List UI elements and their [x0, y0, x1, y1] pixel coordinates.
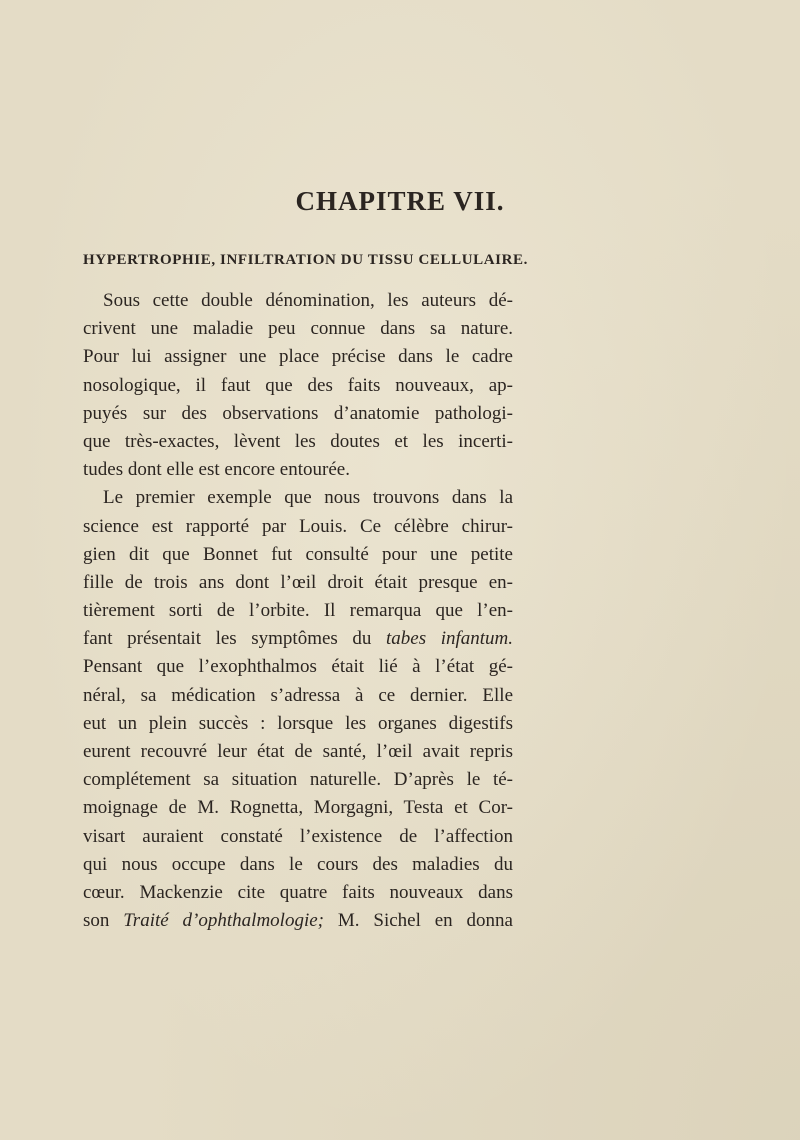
text-line: cœur. Mackenzie cite quatre faits nouveaux dans — [83, 881, 513, 903]
text-line: que très-exactes, lèvent les doutes et les incerti- — [83, 430, 513, 452]
text-line: qui nous occupe dans le cours des maladies du — [83, 853, 513, 875]
text-line-mixed — [83, 907, 513, 935]
text-line: néral, sa médication s’adressa à ce dernier. Elle — [83, 684, 513, 706]
text-line: eut un plein succès : lorsque les organes digestifs — [83, 712, 513, 734]
text-line: complétement sa situation naturelle. D’après le té- — [83, 769, 513, 791]
text-line: Le premier exemple que nous trouvons dans la — [103, 487, 513, 509]
section-heading: HYPERTROPHIE, INFILTRATION DU TISSU CELLULAIRE. — [83, 252, 528, 268]
text-run: fant présentait les symptômes du — [83, 628, 386, 650]
text-line: crivent une maladie peu connue dans sa nature. — [83, 318, 513, 340]
text-line: puyés sur des observations d’anatomie pathologi- — [83, 402, 513, 424]
text-line: fille de trois ans dont l’œil droit était presque en- — [83, 571, 513, 593]
text-line: gien dit que Bonnet fut consulté pour une petite — [83, 543, 513, 565]
text-line: Sous cette double dénomination, les auteurs dé- — [103, 290, 513, 311]
text-line: Pour lui assigner une place précise dans le cadre — [83, 346, 513, 368]
text-line: visart auraient constaté l’existence de l’affection — [83, 825, 513, 847]
text-run: son — [83, 910, 124, 932]
text-run: M. Sichel en donna — [323, 910, 513, 932]
text-line: Pensant que l’exophthalmos était lié à l’état gé- — [83, 656, 513, 678]
text-line: eurent recouvré leur état de santé, l’œil avait repris — [83, 741, 513, 762]
text-line: tièrement sorti de l’orbite. Il remarqua que l’en- — [83, 600, 513, 622]
italic-text-run: tabes infantum. — [386, 628, 513, 650]
italic-text-run: Traité d’ophthalmologie; — [123, 910, 324, 932]
chapter-title: CHAPITRE VII. — [295, 186, 505, 216]
text-line: science est rapporté par Louis. Ce célèbre chirur- — [83, 515, 513, 537]
body-text — [83, 287, 513, 935]
text-line: nosologique, il faut que des faits nouveaux, ap- — [83, 374, 513, 396]
text-line: tudes dont elle est encore entourée. — [83, 459, 350, 481]
text-line-mixed — [83, 625, 513, 653]
text-line: moignage de M. Rognetta, Morgagni, Testa et Cor- — [83, 797, 513, 819]
